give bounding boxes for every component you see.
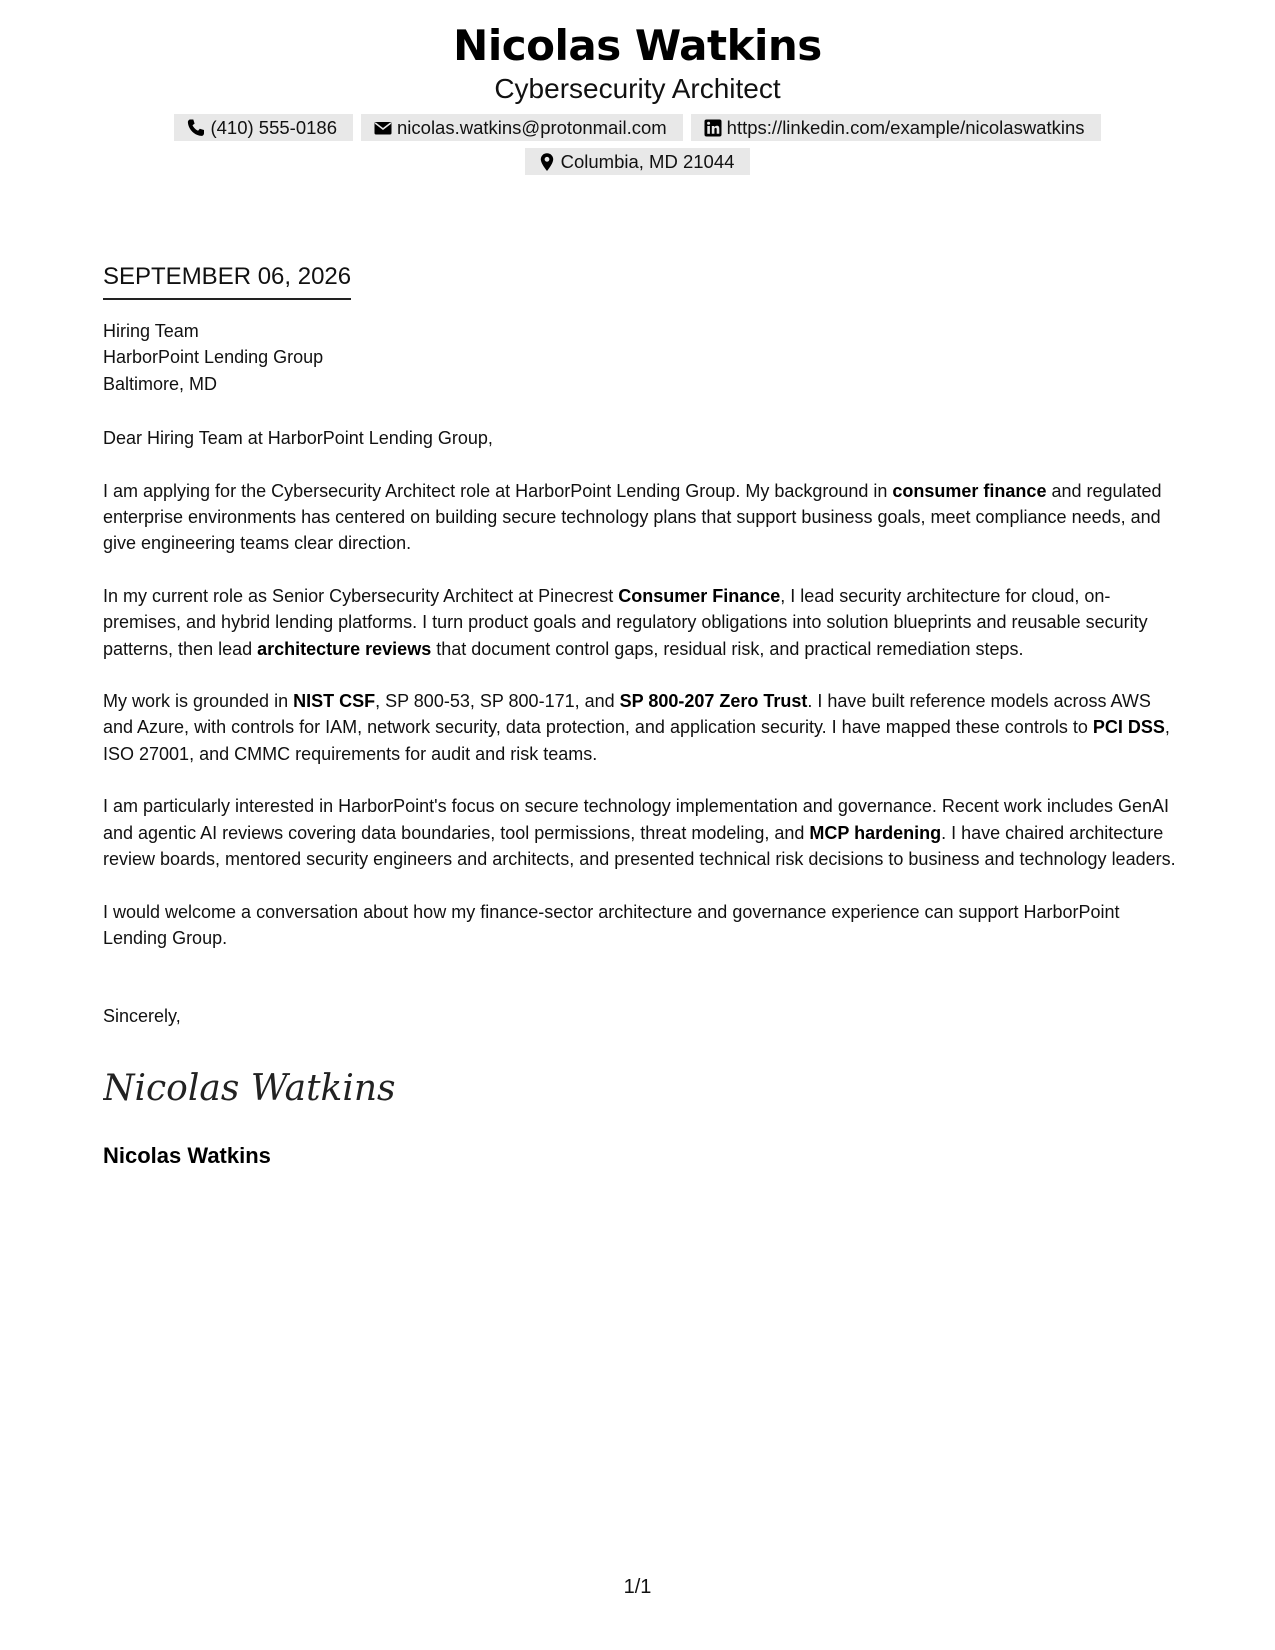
keyword-highlight: consumer finance [892,480,1047,501]
paragraph-text: , ISO 27001, and CMMC requirements for audit and risk teams. [103,717,1170,764]
page-number: 1/1 [623,1576,652,1598]
linkedin-icon [703,118,723,138]
signer-name: Nicolas Watkins [103,1142,271,1168]
paragraph-text: I am particularly interested in HarborPoint's focus on secure technology implementation and governance. Recent work includes GenAI and agentic AI reviews covering data boundaries, tool permissions, threat modeling, and [103,796,1169,843]
paragraph-3 [103,688,1183,767]
paragraph-text: In my current role as Senior Cybersecurity Architect at Pinecrest [103,585,619,606]
paragraph-2 [103,583,1183,662]
keyword-highlight: MCP hardening [809,822,942,843]
signature-text: Nicolas Watkins [103,1067,396,1109]
contact-linkedin[interactable] [691,114,1101,141]
applicant-name: Nicolas Watkins [453,21,822,70]
letter-date: SEPTEMBER 06, 2026 [103,262,351,300]
phone-icon [186,118,206,138]
contact-phone-text: (410) 555-0186 [210,116,337,138]
envelope-icon [373,118,393,138]
recipient-line: HarborPoint Lending Group [103,347,324,368]
paragraph-1 [103,478,1183,557]
paragraph-text: My work is grounded in [103,691,294,712]
contact-email-text: nicolas.watkins@protonmail.com [397,116,667,138]
recipient-address [103,318,1183,397]
closing: Sincerely, [103,1006,181,1027]
contact-linkedin-text: https://linkedin.com/example/nicolaswatkins [726,116,1085,138]
paragraph-5 [103,899,1183,952]
paragraph-text: , I lead security architecture for cloud, on-premises, and hybrid lending platforms. I turn product goals and regulatory obligations into solution blueprints and reusable security patterns, then lead [103,585,1148,659]
paragraph-4 [103,793,1183,872]
recipient-line: Hiring Team [103,321,199,341]
contact-email[interactable] [361,114,683,141]
keyword-highlight: architecture reviews [257,638,432,659]
paragraph-text: I am applying for the Cybersecurity Architect role at HarborPoint Lending Group. My background in [103,480,893,501]
letter-header [0,20,1275,175]
paragraph-text: and regulated enterprise environments has centered on building secure technology plans that support business goals, meet compliance needs, and give engineering teams clear direction. [103,480,1162,554]
keyword-highlight: Consumer Finance [618,585,781,606]
letter-body [103,318,1183,1170]
paragraph-text: , SP 800-53, SP 800-171, and [375,691,620,712]
map-marker-icon [537,152,557,172]
signature-image [103,1058,1183,1118]
salutation: Dear Hiring Team at HarborPoint Lending Group, [103,428,493,449]
paragraph-text: . I have built reference models across AWS and Azure, with controls for IAM, network security, data protection, and application security. I have mapped these controls to [103,691,1151,738]
recipient-line: Baltimore, MD [103,373,218,394]
contact-bar [138,114,1138,175]
paragraph-text: . I have chaired architecture review boards, mentored security engineers and architects, and presented technical risk decisions to business and technology leaders. [103,822,1176,870]
contact-phone [174,114,353,141]
keyword-highlight: NIST CSF [293,691,376,712]
contact-location-text: Columbia, MD 21044 [560,150,735,172]
paragraph-text: that document control gaps, residual risk, and practical remediation steps. [431,638,1024,659]
applicant-title: Cybersecurity Architect [494,73,781,104]
keyword-highlight: PCI DSS [1092,717,1165,738]
contact-location [525,148,751,175]
paragraph-text: I would welcome a conversation about how my finance-sector architecture and governance experience can support HarborPoint Lending Group. [103,901,1120,948]
keyword-highlight: SP 800-207 Zero Trust [619,691,808,712]
